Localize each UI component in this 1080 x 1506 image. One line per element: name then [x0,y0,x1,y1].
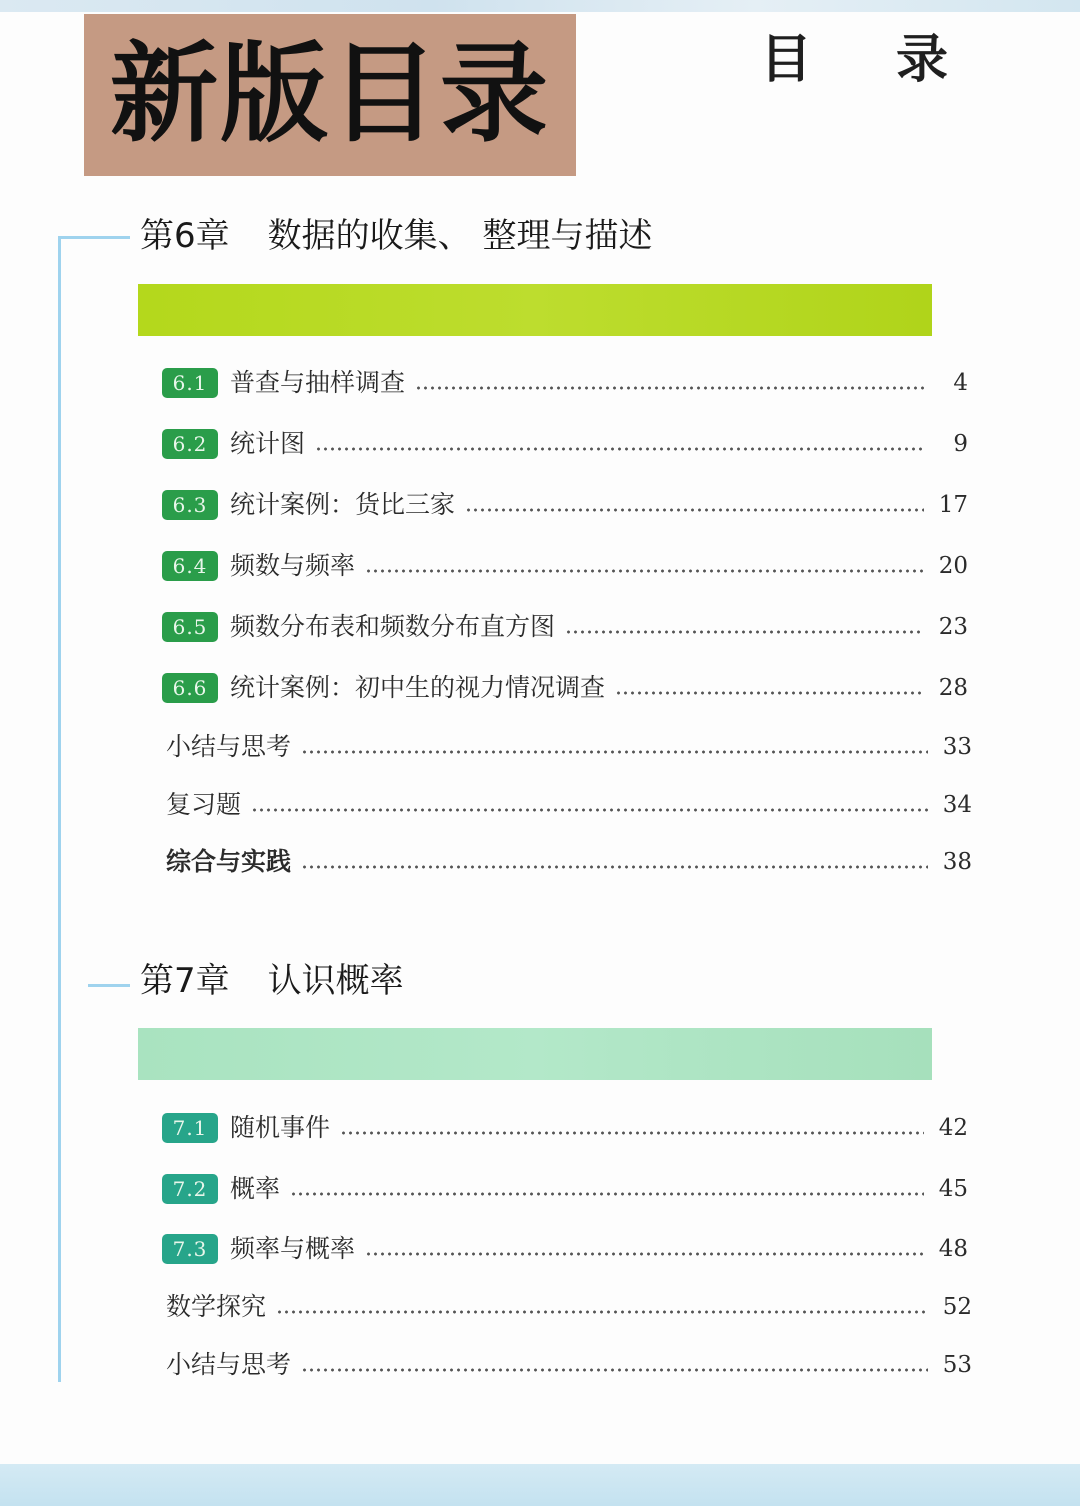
page-number: 48 [938,1236,968,1262]
toc-entry-6-4[interactable] [162,549,968,583]
section-badge: 6.1 [162,368,218,398]
toc-entry-summary-6[interactable] [166,730,972,764]
page-number: 34 [942,792,972,818]
toc-entry-review-6[interactable] [166,788,972,822]
toc-entry-6-5[interactable] [162,610,968,644]
entry-title: 频数与频率 [230,551,356,580]
dot-leader [301,749,928,755]
toc-entry-6-3[interactable] [162,488,968,522]
toc-entry-6-1[interactable] [162,366,968,400]
page-title: 目录 [760,30,1033,90]
chapter-6-banner [138,284,932,336]
dot-leader [565,629,924,635]
entry-title: 小结与思考 [166,732,292,761]
top-edge-strip [0,0,1080,12]
toc-entry-exploration-7[interactable] [166,1290,972,1324]
section-badge: 6.4 [162,551,218,581]
entry-title: 小结与思考 [166,1350,292,1379]
toc-entry-6-6[interactable] [162,671,968,705]
entry-title: 普查与抽样调查 [230,368,406,397]
dot-leader [340,1130,924,1136]
toc-entry-summary-7[interactable] [166,1348,972,1382]
page-number: 17 [938,492,968,518]
entry-title: 概率 [230,1174,281,1203]
dot-leader [315,446,924,452]
chapter-7-connector [88,984,130,987]
chapter-6-connector [58,236,130,239]
page-number: 53 [942,1352,972,1378]
dot-leader [415,385,924,391]
entry-title: 随机事件 [230,1113,331,1142]
section-badge: 6.2 [162,429,218,459]
new-edition-sticker [84,14,576,176]
page-number: 4 [953,370,968,396]
dot-leader [365,1251,924,1257]
section-badge: 6.6 [162,673,218,703]
page-number: 23 [938,614,968,640]
bottom-edge-strip [0,1464,1080,1506]
chapter-7-banner [138,1028,932,1080]
section-badge: 7.3 [162,1234,218,1264]
chapter-6-title: 数据的收集、 整理与描述 [267,216,653,256]
page-number: 42 [938,1115,968,1141]
toc-entry-7-2[interactable] [162,1172,968,1206]
entry-title: 频率与概率 [230,1234,356,1263]
entry-title: 统计案例：初中生的视力情况调查 [230,673,606,702]
chapter-7-number: 第7章 [140,961,230,1001]
entry-title: 统计案例：货比三家 [230,490,456,519]
dot-leader [301,864,928,870]
chapter-7-title: 认识概率 [267,961,404,1001]
dot-leader [465,507,924,513]
page-number: 45 [938,1176,968,1202]
entry-title: 综合与实践 [166,847,292,876]
dot-leader [301,1367,928,1373]
section-badge: 6.5 [162,612,218,642]
entry-title: 频数分布表和频数分布直方图 [230,612,556,641]
page-number: 52 [942,1294,972,1320]
toc-entry-practice-6[interactable] [166,845,972,879]
toc-spine-line [58,236,61,1382]
chapter-6-number: 第6章 [140,216,230,256]
dot-leader [251,807,928,813]
page-number: 9 [953,431,968,457]
entry-title: 数学探究 [166,1292,267,1321]
sticker-text: 新版目录 [109,32,550,157]
toc-entry-7-1[interactable] [162,1111,968,1145]
chapter-6-heading [140,216,653,256]
page-number: 38 [942,849,972,875]
dot-leader [276,1309,928,1315]
dot-leader [615,690,924,696]
toc-entry-7-3[interactable] [162,1232,968,1266]
entry-title: 统计图 [230,429,306,458]
page-number: 28 [938,675,968,701]
section-badge: 7.1 [162,1113,218,1143]
section-badge: 7.2 [162,1174,218,1204]
chapter-7-heading [140,961,404,1001]
page-number: 33 [942,734,972,760]
dot-leader [290,1191,924,1197]
entry-title: 复习题 [166,790,242,819]
toc-entry-6-2[interactable] [162,427,968,461]
page-number: 20 [938,553,968,579]
dot-leader [365,568,924,574]
section-badge: 6.3 [162,490,218,520]
